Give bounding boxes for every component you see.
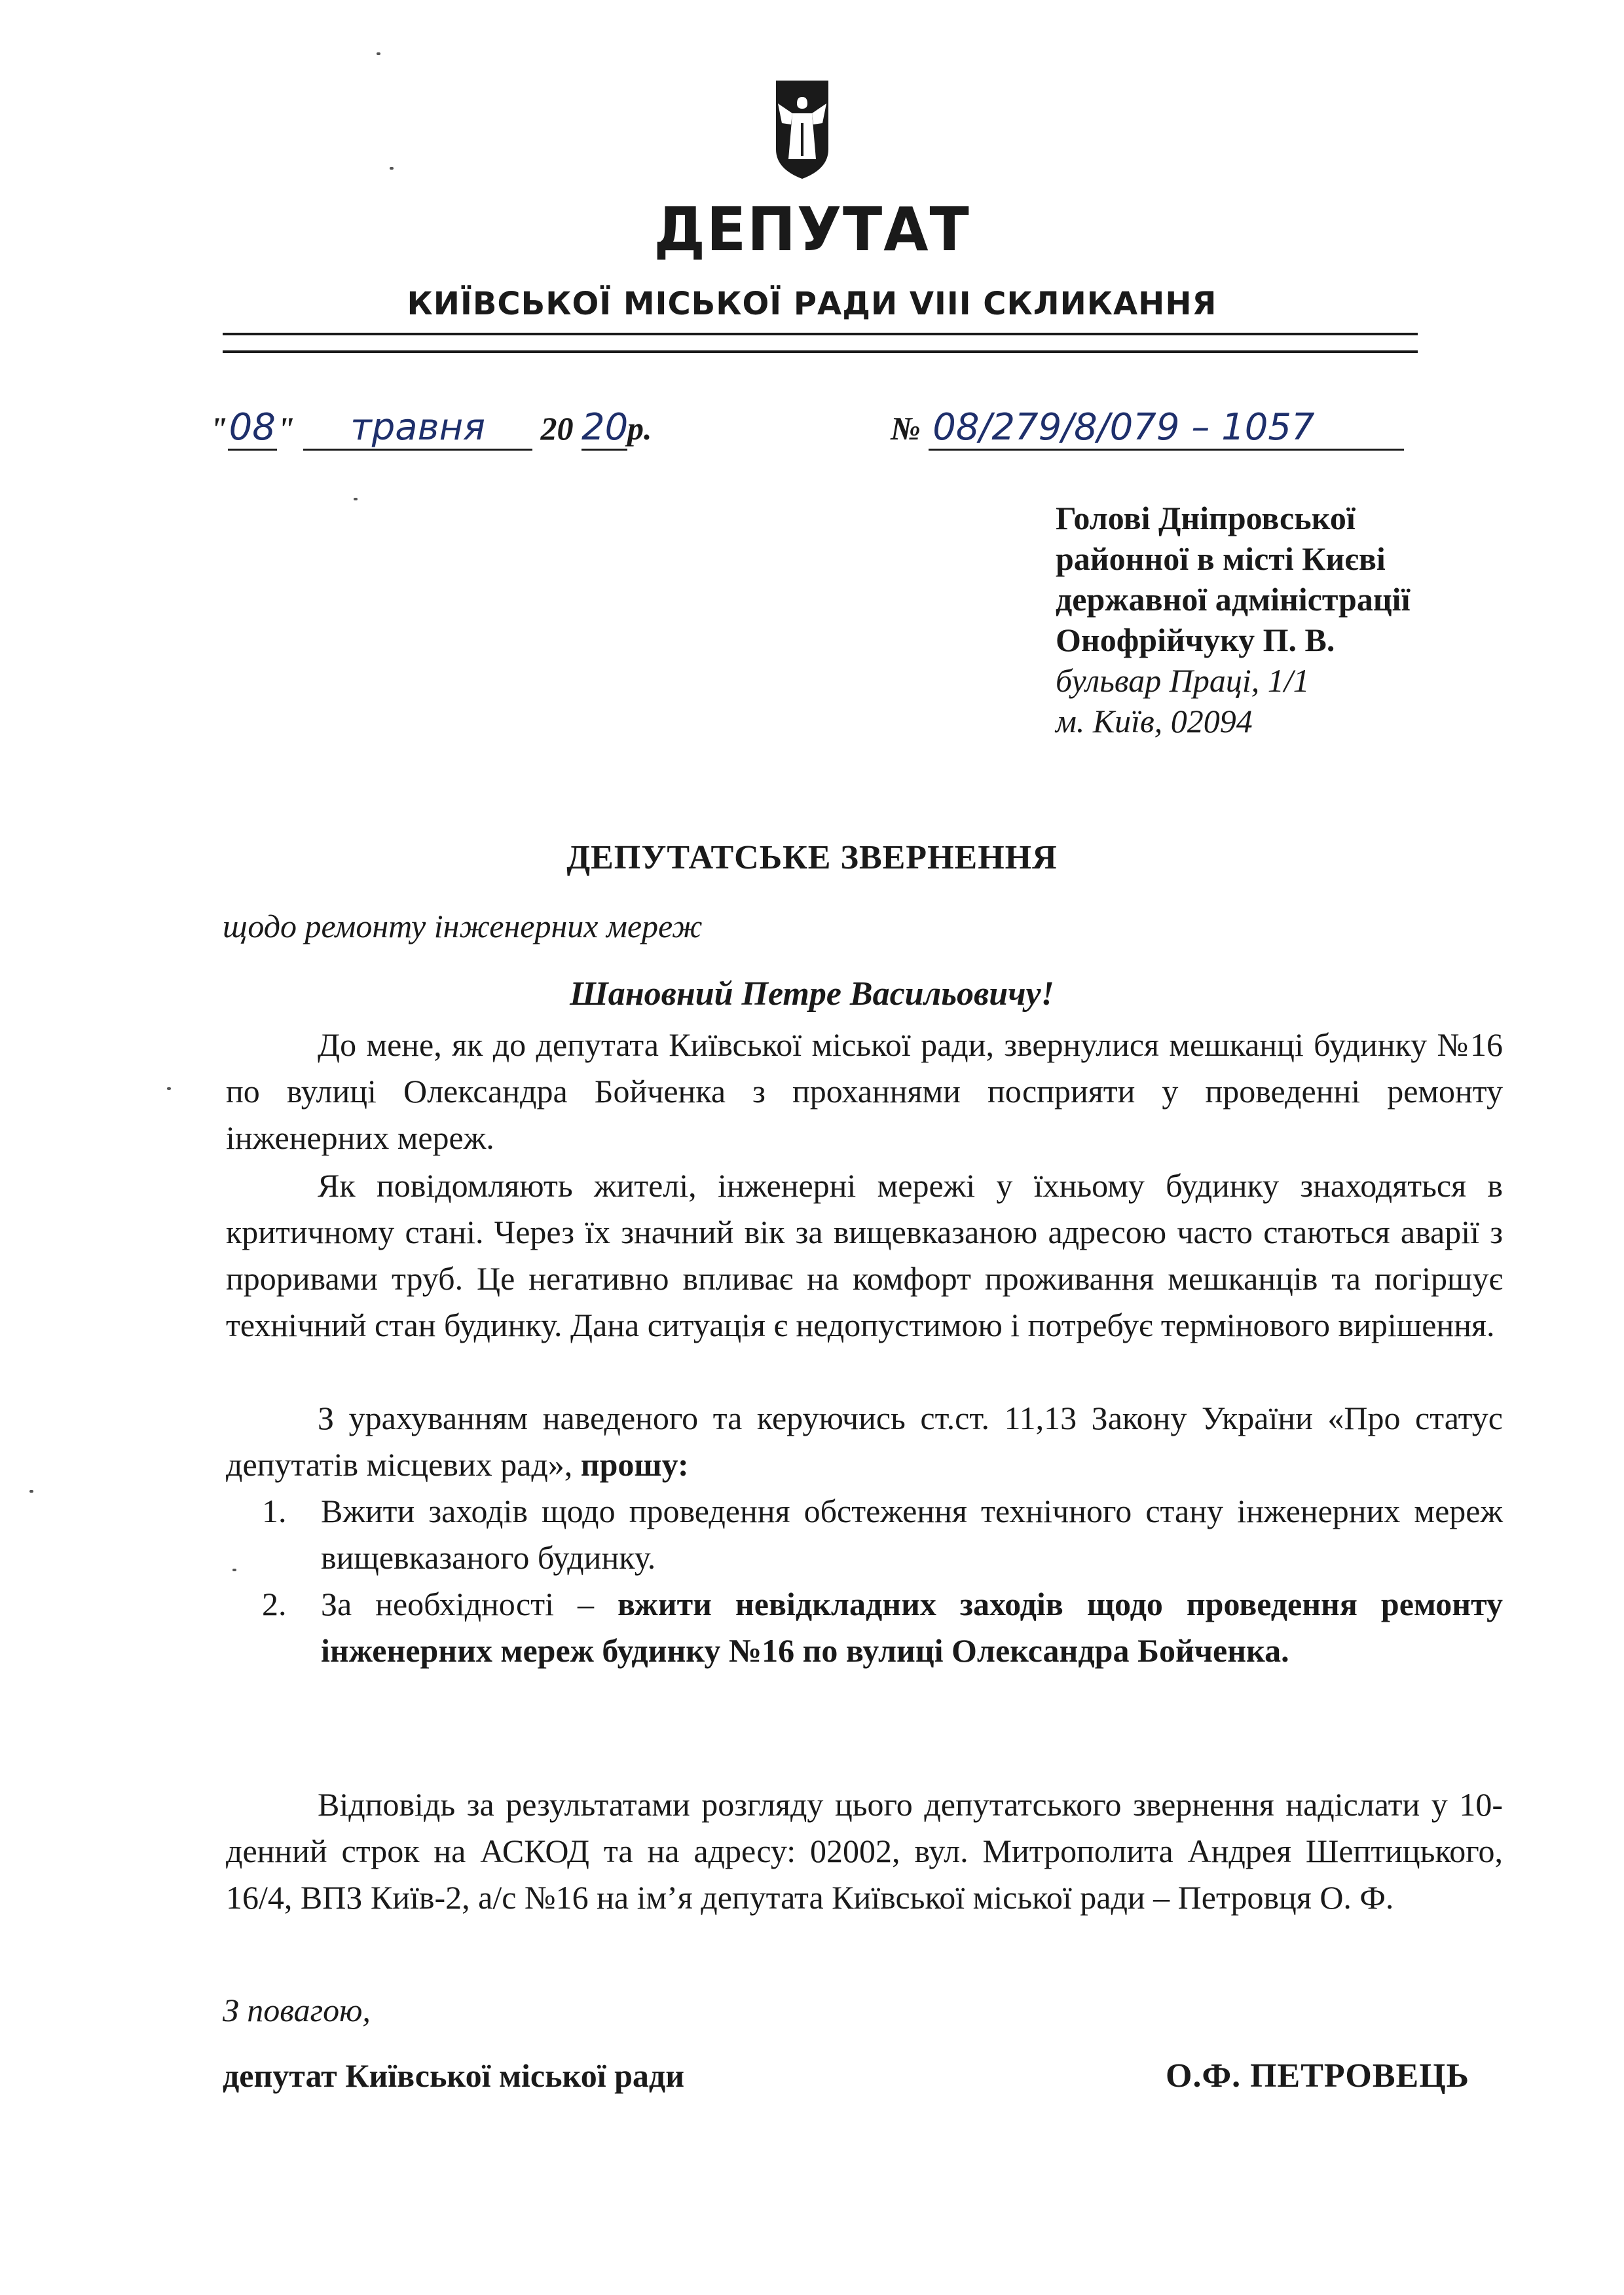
addressee-city: м. Київ, 02094 [1056,703,1253,739]
header-title: ДЕПУТАТ [654,195,970,265]
letter-subject: щодо ремонту інженерних мереж [223,908,703,944]
signer-position: депутат Київської міської ради [223,2057,685,2094]
date-day: 08 [228,406,277,451]
scan-speck [232,1569,236,1571]
list-item-text: За необхідності – [321,1586,594,1622]
request-list [262,1488,1503,1674]
kyiv-coat-of-arms-icon [773,77,832,182]
scan-speck [390,167,394,170]
header-rule-top [223,333,1418,335]
header-rule-bottom [223,350,1418,353]
addressee-street: бульвар Праці, 1/1 [1056,662,1310,699]
regards: З повагою, [223,1992,371,2028]
list-item [262,1581,1503,1674]
paragraph-3 [226,1395,1503,1488]
paragraph-4: Відповідь за результатами розгляду цього депутатського звернення надіслати у 10-денний строк на АСКОД та на адресу: 02002, вул. Митрополита Андрея Шептицького, 16/4, ВПЗ Київ-2, а/с №16 на ім’я депутата Київської міської ради – Петровця О. Ф. [226,1786,1503,1916]
addressee-block [1056,498,1553,741]
paragraph-3-text: З урахуванням наведеного та керуючись ст.ст. 11,13 Закону України «Про статус депутатів місцевих рад», [226,1400,1503,1483]
reg-number-value: 08/279/8/079 – 1057 [929,406,1404,451]
addressee-line: Голові Дніпровської [1056,500,1356,536]
paragraph-2: Як повідомляють жителі, інженерні мережі у їхньому будинку знаходяться в критичному стані. Через їх значний вік за вищевказаною адресою часто стаються аварії з проривами труб. Це негативно впливає на комфорт проживання мешканців та погіршує технічний стан будинку. Дана ситуація є недопустимою і потребує термінового вирішення. [226,1167,1503,1343]
date-year-prefix: 20 [540,410,574,447]
date-line [210,406,652,451]
date-year-suffix: 20 [581,406,627,451]
list-item-number: 2. [262,1586,287,1622]
salutation: Шановний Петре Васильовичу! [570,975,1054,1013]
letter-title: ДЕПУТАТСЬКЕ ЗВЕРНЕННЯ [566,839,1058,876]
scan-speck [29,1490,33,1493]
list-item-bold-text: вжити невідкладних заходів щодо проведення ремонту інженерних мереж будинку №16 по вулиці Олександра Бойченка. [321,1586,1503,1669]
addressee-line: районної в місті Києві [1056,540,1386,577]
date-month: травня [303,406,532,451]
reg-number-prefix: № [891,410,921,447]
addressee-name: Онофрійчуку П. В. [1056,622,1335,658]
scan-speck [167,1087,171,1090]
list-item [262,1488,1503,1581]
date-quote-close: " [276,410,295,447]
addressee-line: державної адміністрації [1056,581,1411,618]
date-suffix: р. [627,410,652,447]
scan-speck [354,498,358,500]
date-quote-open: " [210,410,228,447]
scan-speck [377,52,380,55]
header-subtitle: КИЇВСЬКОЇ МІСЬКОЇ РАДИ VIII СКЛИКАННЯ [407,286,1217,322]
list-item-number: 1. [262,1493,287,1529]
paragraph-1: До мене, як до депутата Київської міської ради, звернулися мешканці будинку №16 по вулиці Олександра Бойченка з проханнями посприяти у проведенні ремонту інженерних мереж. [226,1026,1503,1156]
signer-name: О.Ф. ПЕТРОВЕЦЬ [1166,2057,1470,2095]
registration-number [891,406,1404,451]
list-item-text: Вжити заходів щодо проведення обстеження технічного стану інженерних мереж вищевказаного будинку. [321,1493,1503,1576]
paragraph-3-request: прошу: [580,1446,689,1483]
